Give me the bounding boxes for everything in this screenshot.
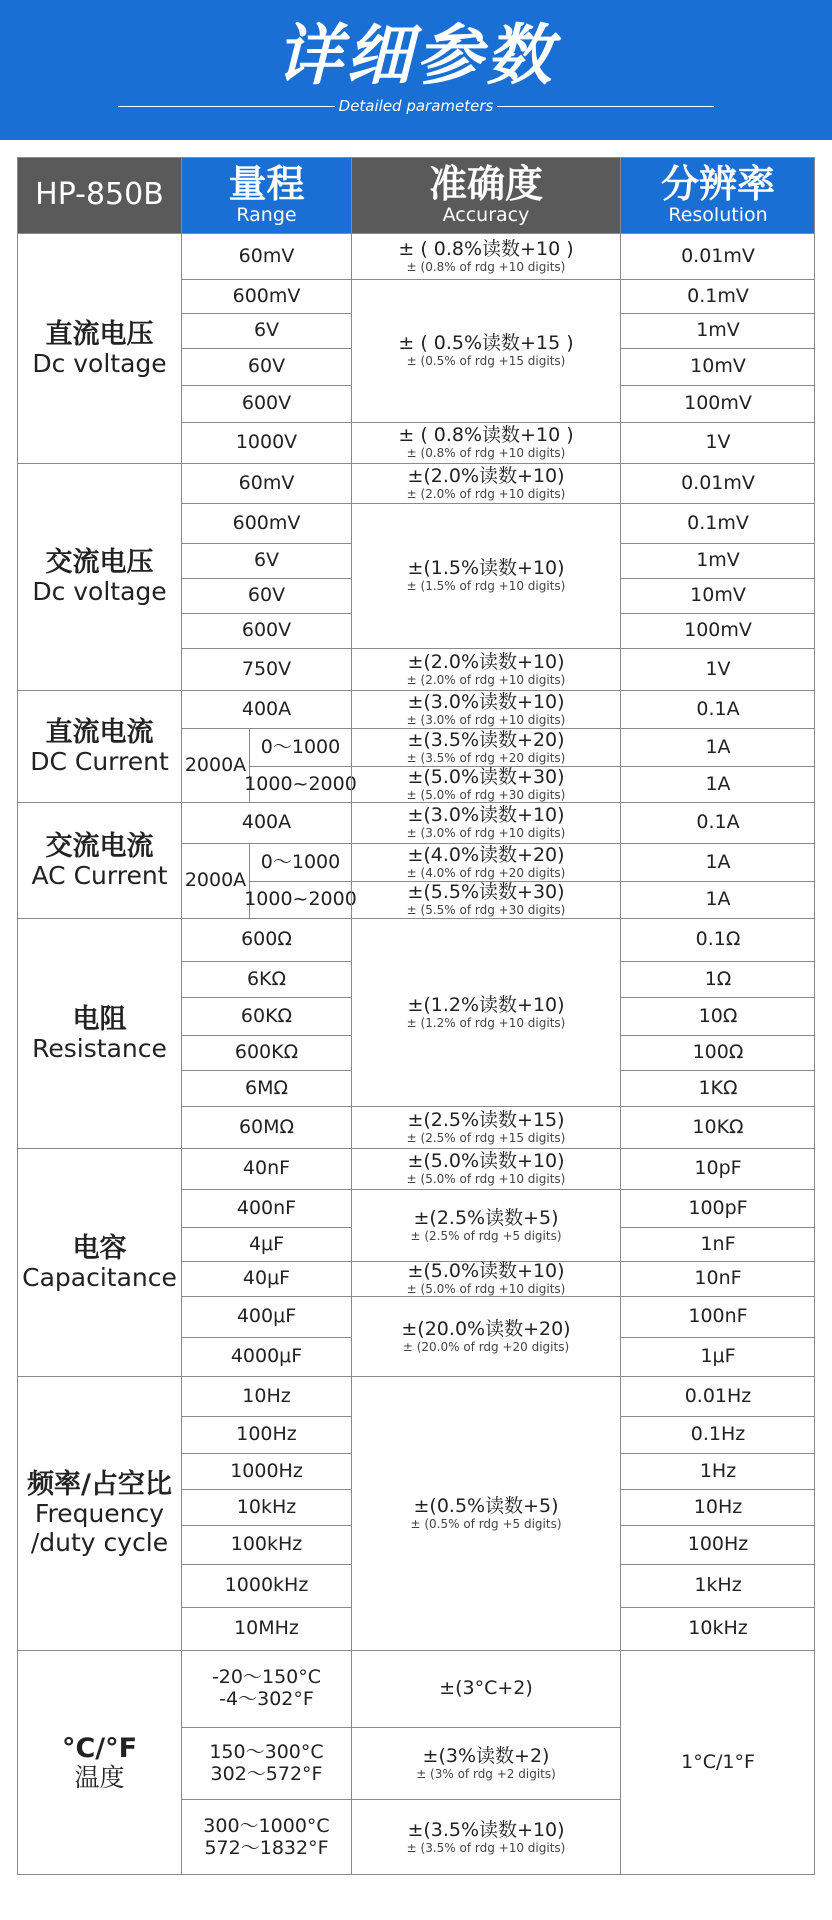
range-cell xyxy=(181,313,351,348)
range-cell xyxy=(181,997,351,1035)
category-name-cn: 电容 xyxy=(72,1232,127,1264)
range-cell xyxy=(181,385,351,422)
accuracy-sub: ± (0.5% of rdg +15 digits) xyxy=(406,354,566,369)
header-title-en: Accuracy xyxy=(442,203,530,226)
accuracy-cell xyxy=(351,1727,620,1799)
accuracy-cell xyxy=(351,1261,620,1296)
cell-value: 600Ω xyxy=(241,928,292,951)
range-cell xyxy=(181,802,351,843)
cell-value: 10KΩ xyxy=(692,1115,744,1138)
resolution-cell xyxy=(620,881,815,918)
category-cap xyxy=(17,1148,181,1376)
range-cell xyxy=(181,279,351,313)
accuracy-cell xyxy=(351,422,620,463)
header-title-en: Resolution xyxy=(668,203,768,226)
cell-value: 0.01Hz xyxy=(684,1384,752,1407)
accuracy-cell xyxy=(351,503,620,648)
resolution-cell xyxy=(620,613,815,648)
accuracy-sub: ± (2.0% of rdg +10 digits) xyxy=(406,486,566,501)
resolution-cell xyxy=(620,1148,815,1189)
cell-value: 2000A xyxy=(184,753,247,776)
resolution-cell xyxy=(620,843,815,881)
accuracy-cell xyxy=(351,463,620,503)
header-accuracy xyxy=(351,157,620,233)
cell-value: 10mV xyxy=(690,584,746,607)
category-aca xyxy=(17,802,181,918)
accuracy-cell xyxy=(351,1189,620,1261)
cell-value: 1nF xyxy=(700,1232,736,1255)
accuracy-cell xyxy=(351,918,620,1106)
cell-value: 60mV xyxy=(238,471,295,494)
cell-value: 0.01mV xyxy=(681,471,755,494)
accuracy-main: ± ( 0.8%读数+10 ) xyxy=(398,237,574,260)
range-cell xyxy=(181,1489,351,1525)
cell-value: 100mV xyxy=(684,392,752,415)
accuracy-cell xyxy=(351,1650,620,1727)
range-cell xyxy=(181,728,249,802)
resolution-cell xyxy=(620,918,815,961)
cell-value-fahrenheit: 302～572°F xyxy=(210,1762,323,1785)
accuracy-main: ±(3.0%读数+10) xyxy=(407,804,565,827)
resolution-cell xyxy=(620,1337,815,1376)
range-cell xyxy=(181,543,351,578)
range-cell xyxy=(181,1070,351,1106)
resolution-cell xyxy=(620,1564,815,1607)
category-freq xyxy=(17,1376,181,1650)
range-cell xyxy=(244,881,357,918)
category-name-en: DC Current xyxy=(30,746,169,776)
range-cell xyxy=(181,1035,351,1070)
accuracy-sub: ± (2.0% of rdg +10 digits) xyxy=(406,672,566,687)
range-cell xyxy=(181,1106,351,1148)
resolution-cell xyxy=(620,690,815,728)
range-cell xyxy=(181,463,351,503)
cell-value: 1000V xyxy=(235,431,298,454)
range-cell xyxy=(181,422,351,463)
resolution-cell xyxy=(620,1453,815,1489)
accuracy-sub: ± (3.0% of rdg +10 digits) xyxy=(406,712,566,727)
resolution-cell xyxy=(620,1261,815,1296)
cell-value: 400nF xyxy=(236,1196,297,1219)
accuracy-cell xyxy=(351,1148,620,1189)
accuracy-sub: ± (3.0% of rdg +10 digits) xyxy=(406,826,566,841)
cell-value: 1000Hz xyxy=(230,1459,303,1482)
resolution-cell xyxy=(620,802,815,843)
accuracy-cell xyxy=(351,728,620,766)
cell-value: 600mV xyxy=(232,511,301,534)
range-cell xyxy=(244,766,357,802)
resolution-cell xyxy=(620,1296,815,1337)
cell-value: 60V xyxy=(247,584,286,607)
resolution-cell xyxy=(620,578,815,613)
cell-value: 1A xyxy=(705,850,731,873)
resolution-cell xyxy=(620,279,815,313)
resolution-cell xyxy=(620,422,815,463)
accuracy-main: ±(5.0%读数+10) xyxy=(407,1260,565,1283)
accuracy-cell xyxy=(351,648,620,690)
cell-value: 10mV xyxy=(690,355,746,378)
accuracy-cell xyxy=(351,1106,620,1148)
accuracy-main: ± ( 0.5%读数+15 ) xyxy=(398,332,574,355)
cell-value: 60V xyxy=(247,355,286,378)
cell-value: 0.1A xyxy=(696,697,740,720)
cell-value: 100mV xyxy=(684,619,752,642)
accuracy-main: ±(5.5%读数+30) xyxy=(407,881,565,904)
resolution-cell xyxy=(620,997,815,1035)
cell-value: 10MHz xyxy=(234,1617,299,1640)
range-cell xyxy=(249,843,351,881)
model-label: HP-850B xyxy=(35,177,164,213)
cell-value: 4μF xyxy=(248,1232,285,1255)
cell-value: 400A xyxy=(241,811,292,834)
accuracy-sub: ± (5.0% of rdg +10 digits) xyxy=(406,1172,566,1187)
cell-value: 600V xyxy=(241,392,292,415)
category-name-cn: 交流电流 xyxy=(45,830,154,862)
category-res xyxy=(17,918,181,1148)
resolution-cell xyxy=(620,503,815,543)
cell-value: 1000~2000 xyxy=(244,772,357,795)
header-resolution xyxy=(620,157,815,233)
accuracy-cell xyxy=(351,881,620,918)
accuracy-sub: ± (0.5% of rdg +5 digits) xyxy=(410,1516,562,1531)
category-acv xyxy=(17,463,181,690)
cell-value: 60mV xyxy=(238,244,295,267)
cell-value: 10nF xyxy=(694,1267,742,1290)
accuracy-sub: ± (1.5% of rdg +10 digits) xyxy=(406,579,566,594)
range-cell xyxy=(181,648,351,690)
category-dca xyxy=(17,690,181,802)
range-cell xyxy=(181,843,249,918)
range-cell xyxy=(181,348,351,385)
range-cell xyxy=(181,1376,351,1416)
resolution-cell xyxy=(620,543,815,578)
range-cell xyxy=(181,1564,351,1607)
accuracy-sub: ± (0.8% of rdg +10 digits) xyxy=(406,446,566,461)
range-cell xyxy=(181,1337,351,1376)
resolution-cell xyxy=(620,1607,815,1650)
range-cell xyxy=(181,613,351,648)
category-name-cn: 电阻 xyxy=(72,1003,127,1035)
accuracy-sub: ± (2.5% of rdg +15 digits) xyxy=(406,1130,566,1145)
header-model xyxy=(17,157,181,233)
range-cell xyxy=(181,1296,351,1337)
resolution-cell xyxy=(620,961,815,997)
cell-value: 1mV xyxy=(696,549,740,572)
range-cell xyxy=(181,503,351,543)
category-name-cn: °C/°F xyxy=(61,1733,138,1765)
cell-value-celsius: 150～300°C xyxy=(209,1740,324,1763)
cell-value: 1A xyxy=(705,735,731,758)
accuracy-cell xyxy=(351,843,620,881)
cell-value: 10pF xyxy=(694,1157,742,1180)
resolution-cell xyxy=(620,1525,815,1564)
range-cell xyxy=(181,918,351,961)
accuracy-sub: ± (20.0% of rdg +20 digits) xyxy=(402,1339,570,1354)
category-name-cn: 直流电流 xyxy=(45,716,154,748)
accuracy-main: ±(0.5%读数+5) xyxy=(413,1494,559,1517)
cell-value: 1kHz xyxy=(694,1574,742,1597)
cell-value: 750V xyxy=(241,657,292,680)
resolution-cell xyxy=(620,1227,815,1261)
accuracy-cell xyxy=(351,1799,620,1875)
cell-value: 6KΩ xyxy=(246,967,287,990)
resolution-cell xyxy=(620,1106,815,1148)
accuracy-main: ±(3%读数+2) xyxy=(422,1744,550,1767)
range-cell xyxy=(181,1416,351,1453)
cell-value: 100Hz xyxy=(236,1423,297,1446)
accuracy-cell xyxy=(351,690,620,728)
cell-value: 100pF xyxy=(688,1196,748,1219)
resolution-cell xyxy=(620,1189,815,1227)
cell-value: 0.1mV xyxy=(687,284,749,307)
cell-value: 10kHz xyxy=(236,1495,297,1518)
range-cell xyxy=(181,233,351,279)
accuracy-cell xyxy=(351,802,620,843)
accuracy-main: ± ( 0.8%读数+10 ) xyxy=(398,424,574,447)
cell-value: 600mV xyxy=(232,284,301,307)
range-cell xyxy=(181,1799,351,1875)
cell-value: 0～1000 xyxy=(260,850,341,873)
cell-value: 1V xyxy=(705,657,731,680)
accuracy-sub: ± (4.0% of rdg +20 digits) xyxy=(406,865,566,880)
accuracy-sub: ± (0.8% of rdg +10 digits) xyxy=(406,259,566,274)
cell-value-fahrenheit: -4～302°F xyxy=(219,1688,314,1710)
cell-value: 1Hz xyxy=(699,1459,737,1482)
cell-value: 10Hz xyxy=(693,1495,743,1518)
resolution-cell xyxy=(620,1070,815,1106)
cell-value: 6V xyxy=(253,549,280,572)
accuracy-sub: ± (3.5% of rdg +10 digits) xyxy=(406,1840,566,1855)
category-name-en: Frequency xyxy=(34,1499,165,1529)
accuracy-main: ±(2.0%读数+10) xyxy=(407,650,565,673)
cell-value: 1Ω xyxy=(704,967,732,990)
accuracy-main: ±(2.0%读数+10) xyxy=(407,464,565,487)
category-name-en: Dc voltage xyxy=(32,577,167,607)
cell-value: 10Hz xyxy=(242,1384,291,1407)
range-cell xyxy=(181,1607,351,1650)
resolution-cell xyxy=(620,1376,815,1416)
resolution-cell xyxy=(620,385,815,422)
cell-value: 600V xyxy=(241,619,292,642)
resolution-cell xyxy=(620,313,815,348)
category-name-en-line2: /duty cycle xyxy=(30,1528,169,1558)
resolution-cell xyxy=(620,348,815,385)
category-name-en: Capacitance xyxy=(22,1262,177,1292)
accuracy-cell xyxy=(351,233,620,279)
accuracy-main: ±(5.0%读数+10) xyxy=(407,1150,565,1173)
cell-value: 400A xyxy=(241,697,292,720)
accuracy-main: ±(1.5%读数+10) xyxy=(407,557,565,580)
accuracy-main: ±(4.0%读数+20) xyxy=(407,843,565,866)
cell-value: 1μF xyxy=(700,1345,736,1368)
page-title: 详细参数 xyxy=(276,17,556,94)
accuracy-main: ±(20.0%读数+20) xyxy=(401,1317,571,1340)
cell-value: 1A xyxy=(705,772,731,795)
cell-value: 0～1000 xyxy=(260,735,341,758)
cell-value: 40μF xyxy=(242,1267,291,1290)
resolution-cell xyxy=(620,1035,815,1070)
accuracy-cell xyxy=(351,279,620,422)
page-subtitle: Detailed parameters xyxy=(335,97,498,115)
range-cell xyxy=(181,1727,351,1799)
accuracy-cell xyxy=(351,766,620,802)
cell-value: 1V xyxy=(705,431,731,454)
cell-value: 100kHz xyxy=(230,1533,303,1556)
cell-value: 10Ω xyxy=(698,1004,738,1027)
accuracy-main: ±(5.0%读数+30) xyxy=(407,765,565,788)
resolution-cell xyxy=(620,728,815,766)
cell-value: 1°C/1°F xyxy=(681,1751,755,1774)
cell-value: 40nF xyxy=(242,1157,291,1180)
category-name-cn: 频率/占空比 xyxy=(27,1469,172,1501)
range-cell xyxy=(249,728,351,766)
cell-value-celsius: 300～1000°C xyxy=(203,1814,330,1837)
header-range xyxy=(181,157,351,233)
header-title-en: Range xyxy=(236,203,297,226)
category-name-en: Dc voltage xyxy=(32,348,167,378)
range-cell xyxy=(181,690,351,728)
resolution-cell xyxy=(620,463,815,503)
accuracy-sub: ± (5.0% of rdg +10 digits) xyxy=(406,1282,566,1297)
cell-value: 100Hz xyxy=(687,1533,749,1556)
accuracy-sub: ± (3.5% of rdg +20 digits) xyxy=(406,750,566,765)
accuracy-main: ±(3.5%读数+20) xyxy=(407,728,565,751)
range-cell xyxy=(181,1525,351,1564)
header-title-cn: 准确度 xyxy=(428,161,543,206)
cell-value: 1mV xyxy=(696,319,740,342)
cell-value: 60MΩ xyxy=(238,1115,295,1138)
resolution-cell xyxy=(620,1416,815,1453)
accuracy-main: ±(3.0%读数+10) xyxy=(407,690,565,713)
category-name-cn: 交流电压 xyxy=(45,547,154,579)
resolution-cell xyxy=(620,766,815,802)
cell-value: 6V xyxy=(253,319,280,342)
accuracy-main: ±(2.5%读数+15) xyxy=(407,1108,565,1131)
cell-value: 1KΩ xyxy=(698,1076,738,1099)
range-cell xyxy=(181,1227,351,1261)
cell-value: 1000kHz xyxy=(224,1574,309,1597)
cell-value: 0.1Hz xyxy=(690,1423,746,1446)
cell-value: 1A xyxy=(705,888,731,911)
resolution-cell xyxy=(620,1650,815,1875)
range-cell xyxy=(181,1650,351,1727)
range-cell xyxy=(181,578,351,613)
cell-value: 1000~2000 xyxy=(244,888,357,911)
cell-value: 10kHz xyxy=(688,1617,748,1640)
category-temp xyxy=(17,1650,181,1875)
cell-value-fahrenheit: 572～1832°F xyxy=(204,1836,329,1859)
accuracy-main: ±(3°C+2) xyxy=(439,1677,533,1700)
accuracy-main: ±(1.2%读数+10) xyxy=(407,993,565,1016)
accuracy-sub: ± (2.5% of rdg +5 digits) xyxy=(410,1228,562,1243)
range-cell xyxy=(181,1261,351,1296)
cell-value: 60KΩ xyxy=(240,1004,293,1027)
cell-value: 600KΩ xyxy=(234,1041,299,1064)
resolution-cell xyxy=(620,648,815,690)
accuracy-sub: ± (1.2% of rdg +10 digits) xyxy=(406,1015,566,1030)
cell-value: 100Ω xyxy=(692,1041,744,1064)
category-dcv xyxy=(17,233,181,463)
category-name-en: 温度 xyxy=(74,1763,125,1793)
cell-value: 0.1Ω xyxy=(695,928,741,951)
range-cell xyxy=(181,1189,351,1227)
accuracy-main: ±(2.5%读数+5) xyxy=(413,1206,559,1229)
category-name-en: Resistance xyxy=(32,1033,167,1063)
range-cell xyxy=(181,1453,351,1489)
header-title-cn: 量程 xyxy=(228,161,305,206)
accuracy-cell xyxy=(351,1376,620,1650)
header-title-cn: 分辨率 xyxy=(660,161,775,206)
resolution-cell xyxy=(620,1489,815,1525)
cell-value: 0.1mV xyxy=(687,511,749,534)
category-name-en: AC Current xyxy=(31,860,168,890)
range-cell xyxy=(181,1148,351,1189)
cell-value: 400μF xyxy=(236,1305,297,1328)
range-cell xyxy=(181,961,351,997)
accuracy-sub: ± (5.0% of rdg +30 digits) xyxy=(406,787,566,802)
accuracy-sub: ± (3% of rdg +2 digits) xyxy=(416,1766,556,1781)
cell-value: 0.01mV xyxy=(681,244,755,267)
cell-value-celsius: -20～150°C xyxy=(211,1666,322,1689)
cell-value: 6MΩ xyxy=(244,1076,288,1099)
cell-value: 100nF xyxy=(688,1305,748,1328)
category-name-cn: 直流电压 xyxy=(45,318,154,350)
cell-value: 0.1A xyxy=(696,811,740,834)
cell-value: 4000μF xyxy=(230,1345,303,1368)
cell-value: 2000A xyxy=(184,869,247,892)
accuracy-sub: ± (5.5% of rdg +30 digits) xyxy=(406,903,566,918)
accuracy-cell xyxy=(351,1296,620,1376)
accuracy-main: ±(3.5%读数+10) xyxy=(407,1818,565,1841)
resolution-cell xyxy=(620,233,815,279)
